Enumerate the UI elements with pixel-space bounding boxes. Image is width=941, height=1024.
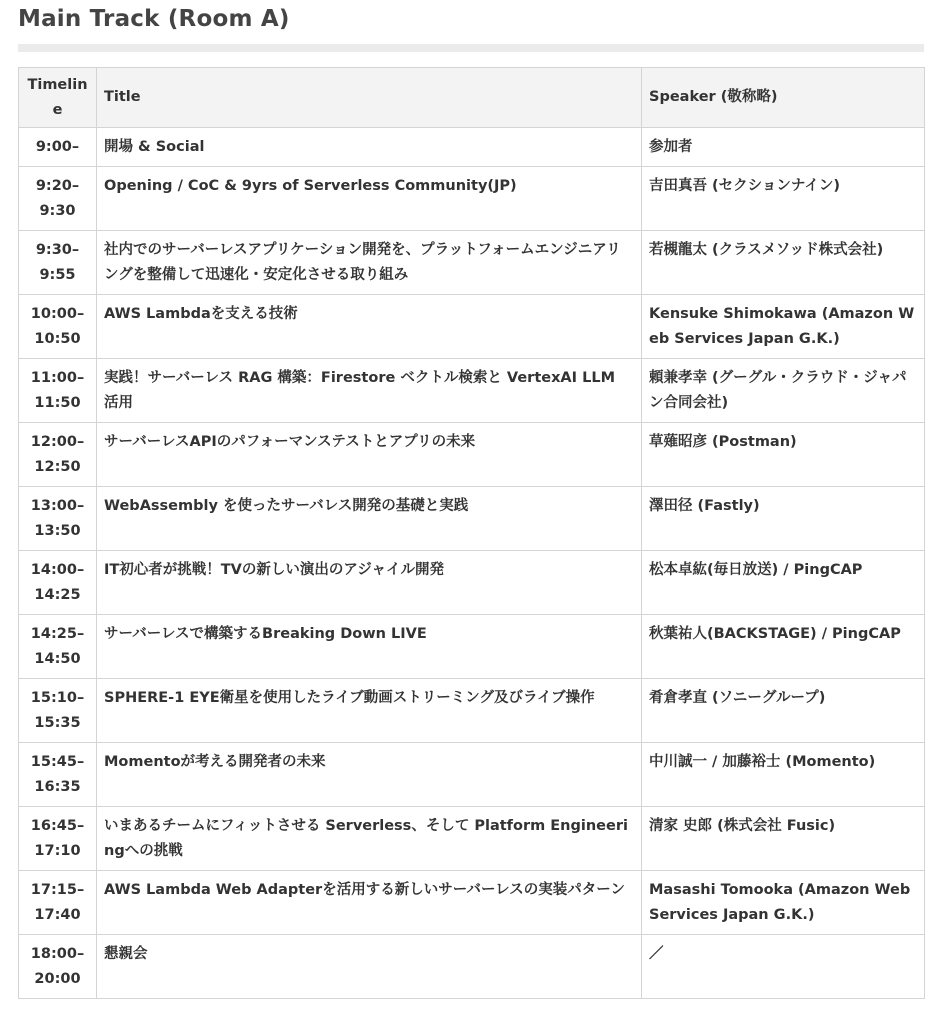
time-cell: [19, 871, 97, 935]
session-speaker: 松本卓紘(毎日放送) / PingCAP: [642, 551, 925, 615]
start-time: 9:30–: [35, 242, 80, 258]
time-cell: [19, 615, 97, 679]
table-row: [19, 743, 925, 807]
end-time: 20:00: [34, 971, 81, 987]
session-speaker: 若槻龍太 (クラスメソッド株式会社): [642, 231, 925, 295]
session-title: いまあるチームにフィットさせる Serverless、そして Platform Engineeringへの挑戦: [97, 807, 642, 871]
time-cell: [19, 423, 97, 487]
session-title: 社内でのサーバーレスアプリケーション開発を、プラットフォームエンジニアリングを整備して迅速化・安定化させる取り組み: [97, 231, 642, 295]
time-cell: [19, 743, 97, 807]
table-row: [19, 231, 925, 295]
track-heading: Main Track (Room A): [18, 6, 290, 32]
session-speaker: 秋葉祐人(BACKSTAGE) / PingCAP: [642, 615, 925, 679]
timeline-column-header: Timeline: [19, 68, 97, 128]
end-time: 10:50: [34, 331, 81, 347]
end-time: 16:35: [34, 779, 81, 795]
session-title: Momentoが考える開発者の未来: [97, 743, 642, 807]
header-row: [19, 68, 925, 128]
start-time: 16:45–: [30, 818, 85, 834]
schedule-table-body: [19, 128, 925, 999]
session-speaker: 頼兼孝幸 (グーグル・クラウド・ジャパン合同会社): [642, 359, 925, 423]
time-cell: [19, 487, 97, 551]
session-title: 懇親会: [97, 935, 642, 999]
start-time: 15:10–: [30, 690, 85, 706]
speaker-column-header: Speaker (敬称略): [642, 68, 925, 128]
time-cell: [19, 551, 97, 615]
heading-divider: [18, 44, 924, 52]
time-cell: [19, 231, 97, 295]
start-time: 9:20–: [35, 178, 80, 194]
session-speaker: ／: [642, 935, 925, 999]
session-title: AWS Lambdaを支える技術: [97, 295, 642, 359]
start-time: 12:00–: [30, 434, 85, 450]
start-time: 13:00–: [30, 498, 85, 514]
session-title: WebAssembly を使ったサーバレス開発の基礎と実践: [97, 487, 642, 551]
start-time: 18:00–: [30, 946, 85, 962]
session-speaker: 吉田真吾 (セクションナイン): [642, 167, 925, 231]
end-time: 11:50: [34, 395, 81, 411]
session-title: Opening / CoC & 9yrs of Serverless Community(JP): [97, 167, 642, 231]
session-title: 開場 & Social: [97, 128, 642, 167]
table-row: [19, 679, 925, 743]
time-cell: [19, 679, 97, 743]
end-time: 14:25: [34, 587, 81, 603]
session-title: サーバーレスで構築するBreaking Down LIVE: [97, 615, 642, 679]
start-time: 9:00–: [35, 139, 80, 155]
session-speaker: 清家 史郎 (株式会社 Fusic): [642, 807, 925, 871]
schedule-table: [18, 67, 925, 999]
session-title: AWS Lambda Web Adapterを活用する新しいサーバーレスの実装パターン: [97, 871, 642, 935]
end-time: 9:55: [39, 267, 76, 283]
table-row: [19, 359, 925, 423]
session-speaker: 草薙昭彦 (Postman): [642, 423, 925, 487]
end-time: 15:35: [34, 715, 81, 731]
table-row: [19, 871, 925, 935]
session-speaker: 肴倉孝直 (ソニーグループ): [642, 679, 925, 743]
time-cell: [19, 935, 97, 999]
start-time: 11:00–: [30, 370, 85, 386]
table-row: [19, 551, 925, 615]
time-cell: [19, 295, 97, 359]
table-row: [19, 487, 925, 551]
table-row: [19, 807, 925, 871]
end-time: 9:30: [39, 203, 76, 219]
session-title: IT初心者が挑戦！TVの新しい演出のアジャイル開発: [97, 551, 642, 615]
end-time: 12:50: [34, 459, 81, 475]
time-cell: [19, 128, 97, 167]
table-row: [19, 615, 925, 679]
start-time: 14:00–: [30, 562, 85, 578]
session-title: サーバーレスAPIのパフォーマンステストとアプリの未来: [97, 423, 642, 487]
title-column-header: Title: [97, 68, 642, 128]
time-cell: [19, 167, 97, 231]
start-time: 17:15–: [30, 882, 85, 898]
session-speaker: 中川誠一 / 加藤裕士 (Momento): [642, 743, 925, 807]
end-time: 17:10: [34, 843, 81, 859]
table-row: [19, 167, 925, 231]
start-time: 14:25–: [30, 626, 85, 642]
session-title: 実践！サーバーレス RAG 構築：Firestore ベクトル検索と VertexAI LLM 活用: [97, 359, 642, 423]
table-row: [19, 935, 925, 999]
time-cell: [19, 359, 97, 423]
session-speaker: Kensuke Shimokawa (Amazon Web Services Japan G.K.): [642, 295, 925, 359]
table-row: [19, 295, 925, 359]
schedule-table-header: [19, 68, 925, 128]
table-row: [19, 128, 925, 167]
start-time: 10:00–: [30, 306, 85, 322]
end-time: 14:50: [34, 651, 81, 667]
time-cell: [19, 807, 97, 871]
end-time: 13:50: [34, 523, 81, 539]
session-speaker: Masashi Tomooka (Amazon Web Services Japan G.K.): [642, 871, 925, 935]
session-title: SPHERE-1 EYE衛星を使用したライブ動画ストリーミング及びライブ操作: [97, 679, 642, 743]
session-speaker: 参加者: [642, 128, 925, 167]
end-time: 17:40: [34, 907, 81, 923]
session-speaker: 澤田径 (Fastly): [642, 487, 925, 551]
start-time: 15:45–: [30, 754, 85, 770]
table-row: [19, 423, 925, 487]
